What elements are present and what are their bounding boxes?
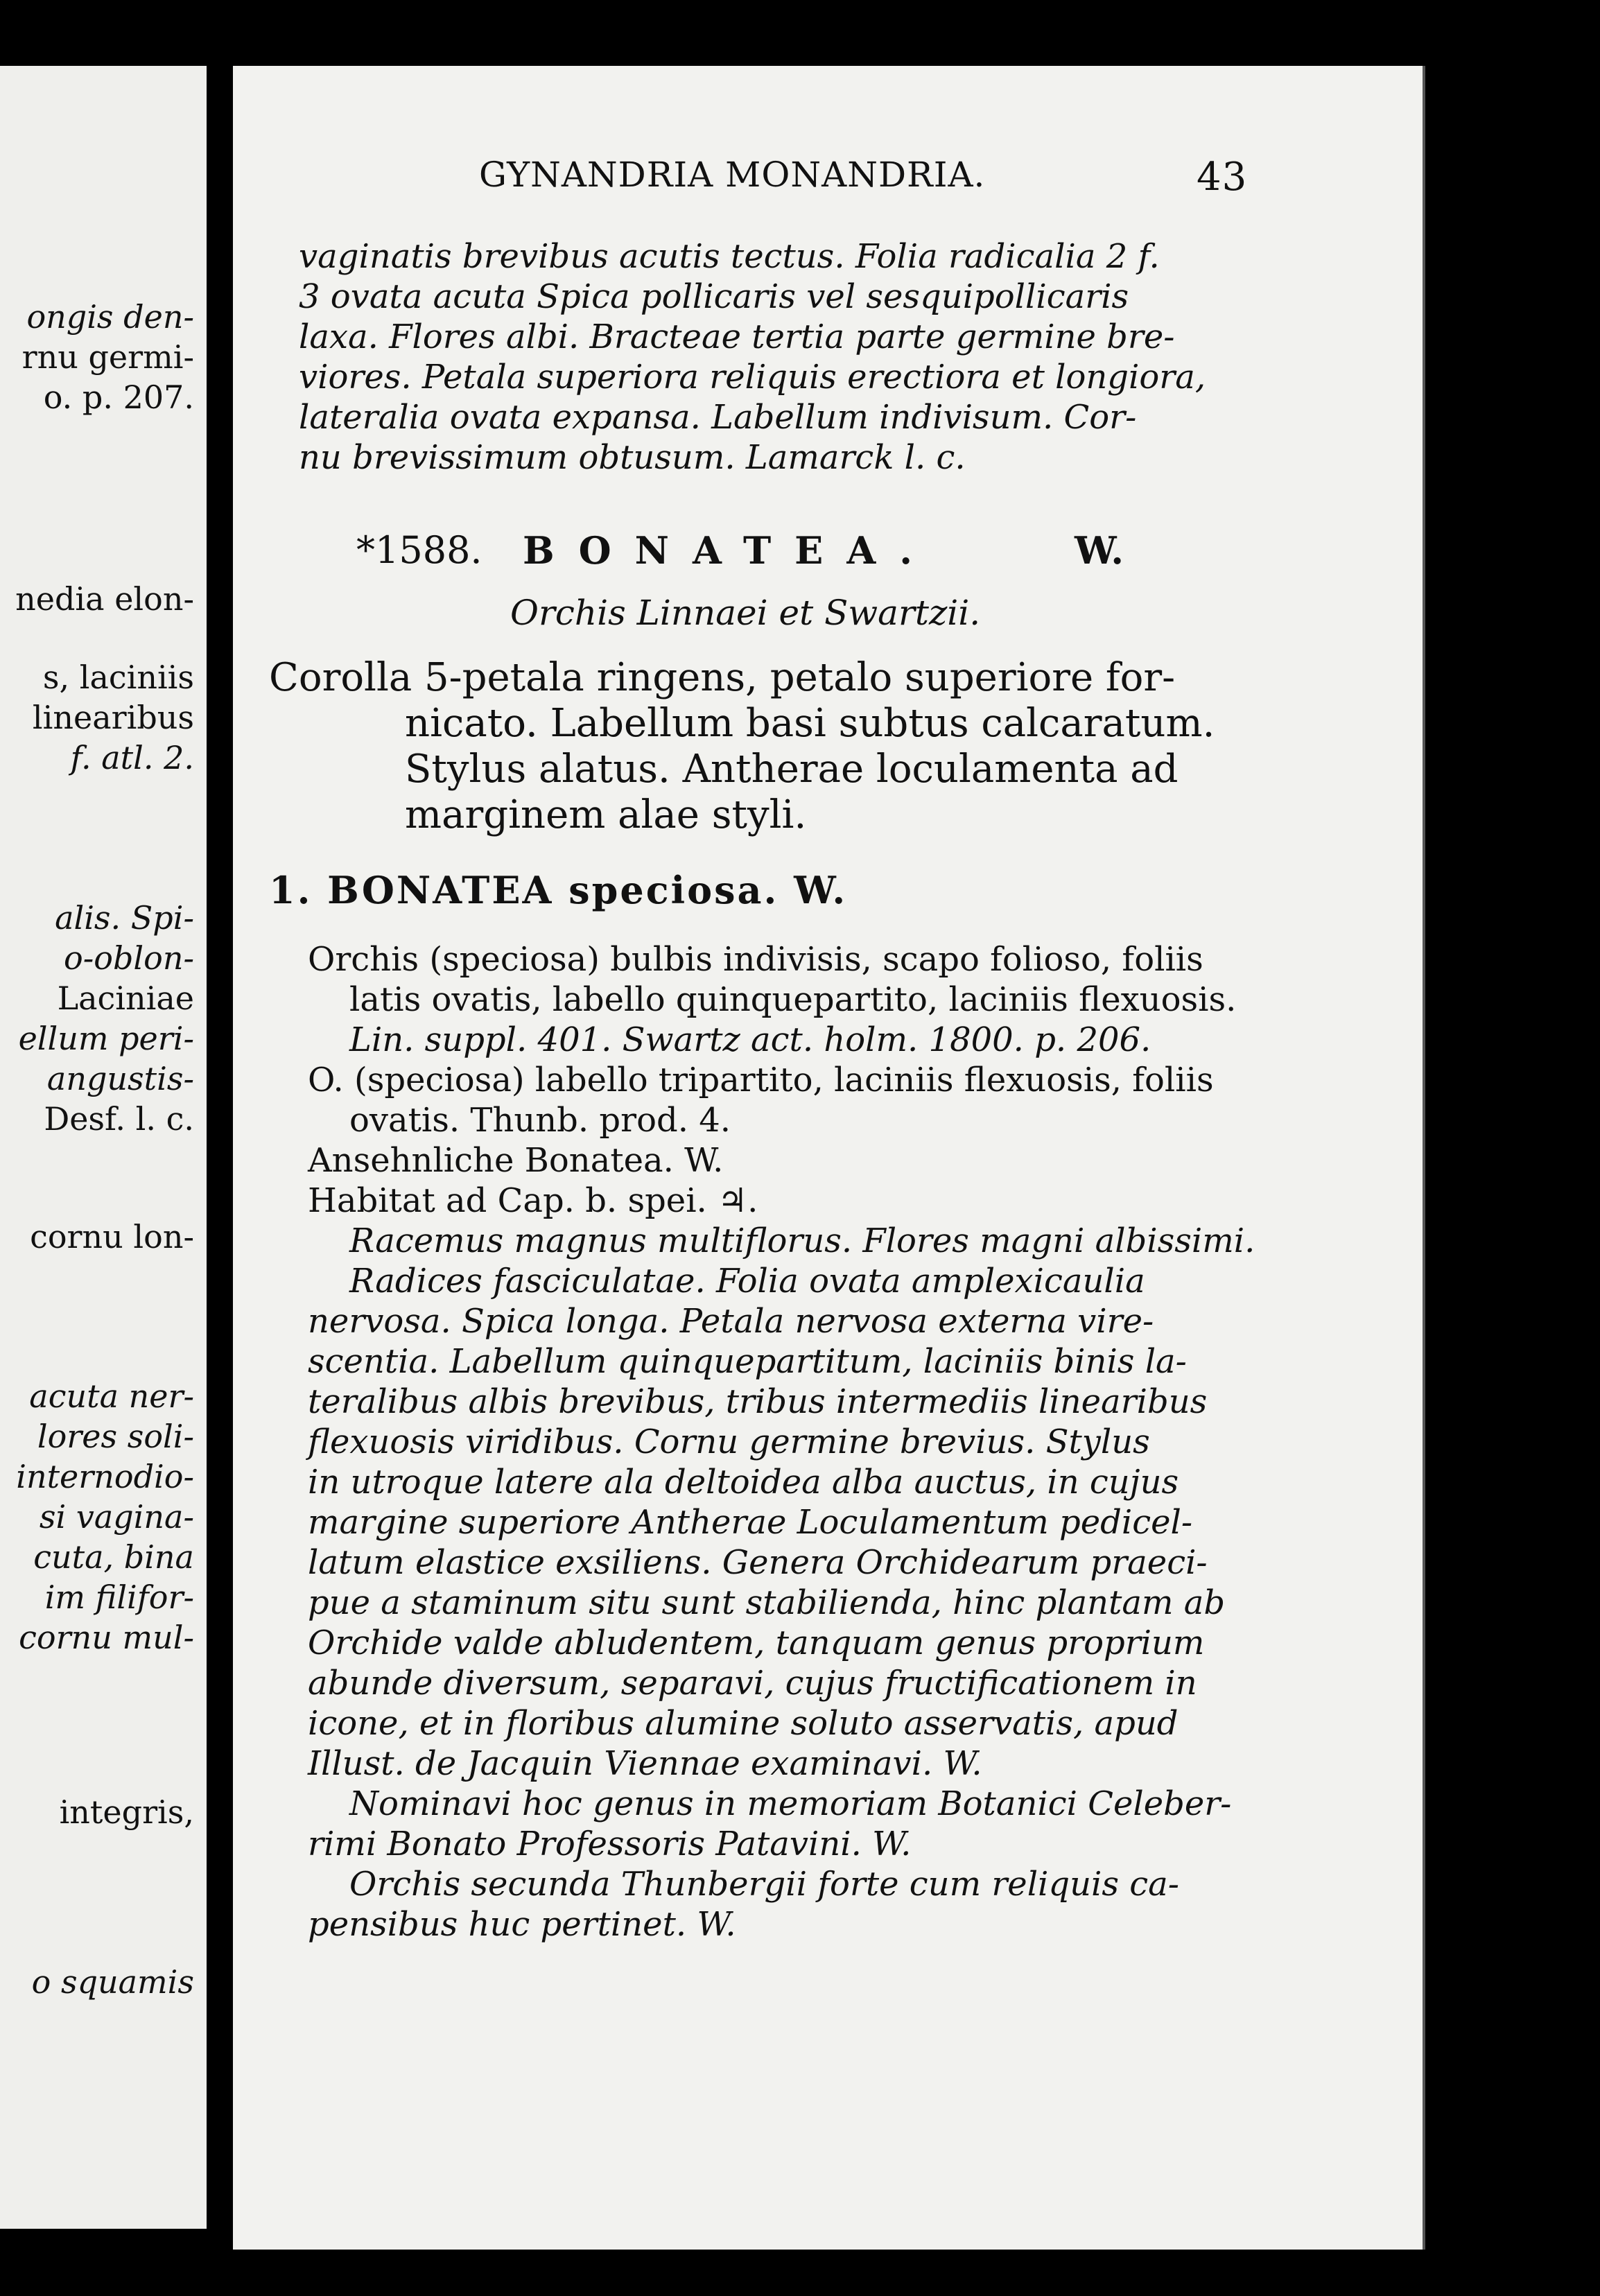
genus-description-line: Corolla 5-petala ringens, petalo superiore for-	[269, 655, 1176, 700]
left-line: alis. Spi-	[55, 899, 194, 937]
left-line: acuta ner-	[29, 1377, 194, 1415]
left-line: nedia elon-	[15, 580, 194, 618]
genus-description-line: nicato. Labellum basi subtus calcaratum.	[405, 701, 1215, 746]
text-line: vaginatis brevibus acutis tectus. Folia radicalia 2 f.	[299, 237, 1160, 276]
genus-number: *1588.	[356, 528, 482, 572]
species-line: flexuosis viridibus. Cornu germine brevius. Stylus	[308, 1423, 1150, 1461]
species-line: nervosa. Spica longa. Petala nervosa externa vire-	[308, 1302, 1154, 1341]
species-line: icone, et in floribus alumine soluto asservatis, apud	[308, 1704, 1179, 1743]
species-heading: 1. BONATEA speciosa. W.	[269, 868, 848, 912]
species-line: Radices fasciculatae. Folia ovata amplexicaulia	[349, 1262, 1145, 1301]
species-line: pensibus huc pertinet. W.	[308, 1905, 736, 1944]
left-line: cuta, bina	[33, 1538, 194, 1576]
left-page-fragment	[0, 66, 207, 2229]
left-line: o. p. 207.	[43, 379, 194, 416]
text-line: nu brevissimum obtusum. Lamarck l. c.	[299, 438, 966, 477]
species-line: ovatis. Thunb. prod. 4.	[349, 1101, 731, 1140]
species-line: Orchide valde abludentem, tanquam genus proprium	[308, 1624, 1205, 1662]
left-line: rnu germi-	[21, 338, 194, 376]
left-line: o squamis	[31, 1963, 194, 2001]
species-line: Orchis secunda Thunbergii forte cum reliquis ca-	[349, 1865, 1179, 1904]
species-line: Orchis (speciosa) bulbis indivisis, scapo folioso, foliis	[308, 940, 1203, 979]
species-line: Racemus magnus multiflorus. Flores magni albissimi.	[349, 1221, 1255, 1260]
left-line: linearibus	[32, 699, 194, 736]
text-line: viores. Petala superiora reliquis erectiora et longiora,	[299, 358, 1206, 397]
species-line: pue a staminum situ sunt stabilienda, hinc plantam ab	[308, 1583, 1226, 1622]
species-line: Ansehnliche Bonatea. W.	[308, 1141, 724, 1180]
left-line: Desf. l. c.	[44, 1100, 194, 1138]
page-number: 43	[1197, 155, 1248, 200]
species-line: teralibus albis brevibus, tribus intermediis linearibus	[308, 1382, 1208, 1421]
species-line: latum elastice exsiliens. Genera Orchidearum praeci-	[308, 1543, 1208, 1582]
text-line: laxa. Flores albi. Bracteae tertia parte germine bre-	[299, 318, 1175, 356]
page-edge	[1423, 66, 1425, 2250]
text-line: lateralia ovata expansa. Labellum indivisum. Cor-	[299, 398, 1137, 437]
genus-name: BONATEA.	[523, 528, 937, 573]
left-line: lores soli-	[37, 1418, 194, 1455]
left-line: cornu mul-	[19, 1619, 194, 1656]
species-line: Illust. de Jacquin Viennae examinavi. W.	[308, 1744, 982, 1783]
species-line: Habitat ad Cap. b. spei. ♃.	[308, 1181, 758, 1220]
left-line: integris,	[59, 1793, 194, 1831]
species-line: latis ovatis, labello quinquepartito, laciniis flexuosis.	[349, 980, 1237, 1019]
left-line: im filifor-	[44, 1578, 194, 1616]
left-line: f. atl. 2.	[70, 739, 194, 776]
species-line: rimi Bonato Professoris Patavini. W.	[308, 1825, 912, 1863]
left-line: ongis den-	[26, 298, 194, 336]
genus-description-line: marginem alae styli.	[405, 792, 807, 837]
left-line: ellum peri-	[18, 1020, 194, 1057]
text-line: 3 ovata acuta Spica pollicaris vel sesquipollicaris	[299, 277, 1129, 316]
species-line: O. (speciosa) labello tripartito, laciniis flexuosis, foliis	[308, 1061, 1214, 1099]
species-line: Lin. suppl. 401. Swartz act. holm. 1800. p. 206.	[349, 1020, 1151, 1059]
left-line: angustis-	[46, 1060, 194, 1097]
species-line: scentia. Labellum quinquepartitum, laciniis binis la-	[308, 1342, 1187, 1381]
genus-author: W.	[1075, 528, 1124, 573]
running-title: GYNANDRIA MONANDRIA.	[479, 155, 986, 195]
left-line: si vagina-	[39, 1498, 194, 1536]
genus-synonym: Orchis Linnaei et Swartzii.	[510, 593, 981, 633]
left-line: o-oblon-	[64, 939, 194, 977]
left-line: internodio-	[16, 1458, 194, 1495]
species-line: in utroque latere ala deltoidea alba auctus, in cujus	[308, 1463, 1179, 1502]
page	[233, 66, 1425, 2250]
left-line: cornu lon-	[30, 1218, 194, 1255]
genus-description-line: Stylus alatus. Antherae loculamenta ad	[405, 747, 1179, 792]
left-line: s, laciniis	[42, 659, 194, 696]
left-line: Laciniae	[57, 980, 194, 1017]
species-line: Nominavi hoc genus in memoriam Botanici Celeber-	[349, 1784, 1232, 1823]
species-line: abunde diversum, separavi, cujus fructificationem in	[308, 1664, 1197, 1703]
species-line: margine superiore Antherae Loculamentum pedicel-	[308, 1503, 1193, 1542]
